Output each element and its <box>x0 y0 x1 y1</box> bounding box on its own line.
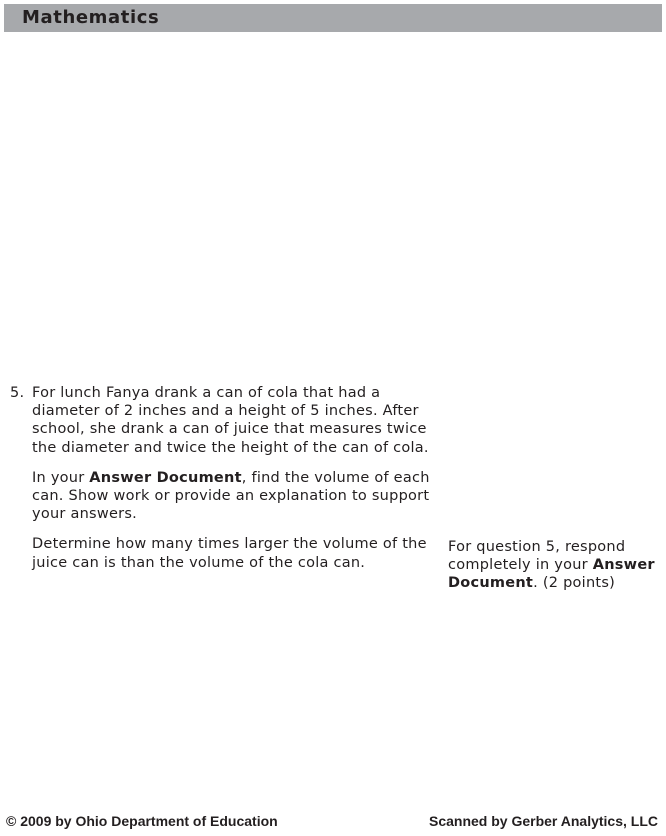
instruction-post: . (2 points) <box>533 575 616 592</box>
page-title: Mathematics <box>22 7 160 28</box>
question-stem: For lunch Fanya drank a can of cola that had a diameter of 2 inches and a height of 5 inches. After school, she drank a can of juice that measures twice the diameter and twice the height of the can of cola. <box>32 385 429 456</box>
task-volume-pre: In your <box>32 469 90 486</box>
question-5 <box>10 384 430 584</box>
question-task-volume <box>32 469 430 524</box>
copyright-footer: © 2009 by Ohio Department of Education <box>6 813 278 829</box>
scan-credit-footer: Scanned by Gerber Analytics, LLC <box>429 813 658 829</box>
question-number: 5. <box>10 385 25 401</box>
instruction-answer-document: Answer Document <box>448 557 655 592</box>
task-volume-post: , find the volume of each can. Show work or provide an explanation to support your answers. <box>32 469 430 523</box>
question-task-compare: Determine how many times larger the volume of the juice can is than the volume of the cola can. <box>32 536 427 571</box>
answer-document-reference: Answer Document <box>89 469 242 486</box>
instruction-pre: For question 5, respond completely in your <box>448 539 626 574</box>
header-bar <box>4 4 662 32</box>
question-body <box>32 384 430 572</box>
response-instruction <box>448 538 663 593</box>
